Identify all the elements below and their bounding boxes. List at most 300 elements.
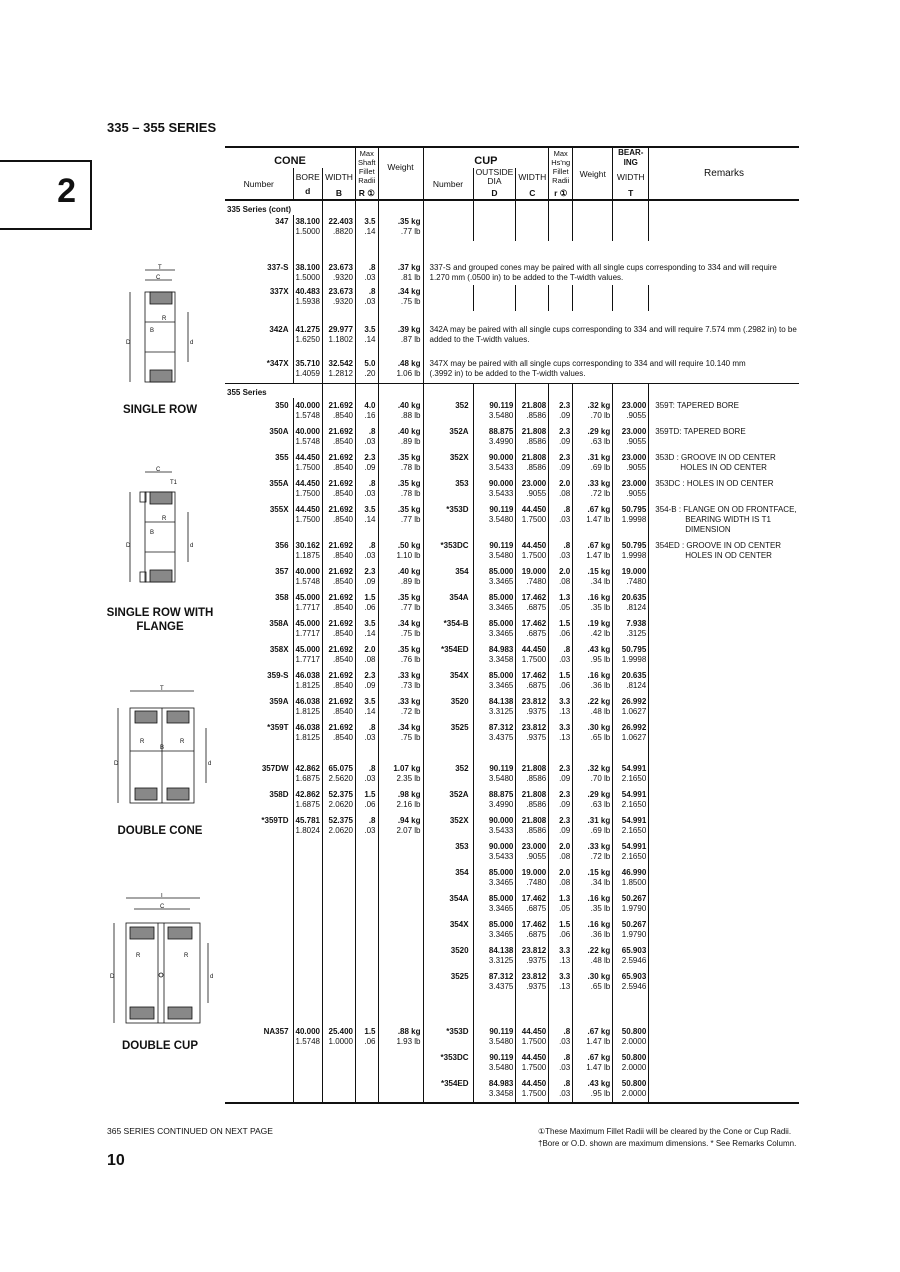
table-row — [225, 1076, 799, 1103]
table-row — [225, 285, 799, 311]
outside-dia-value — [473, 285, 516, 311]
series-label-row — [225, 200, 799, 215]
outside-dia-value: 88.875 3.4990 — [473, 787, 516, 813]
cone-width-value — [323, 839, 356, 865]
housing-radius-value: 2.0 .08 — [549, 564, 573, 590]
cup-weight-value: .33 kg .72 lb — [573, 476, 613, 502]
cup-number: 352 — [423, 398, 473, 424]
shaft-radius-value: 3.5 .14 — [356, 694, 379, 720]
cone-width-value — [323, 865, 356, 891]
cone-number: 355 — [225, 450, 293, 476]
cone-number: 357DW — [225, 746, 293, 787]
table-row — [225, 215, 799, 241]
remark — [649, 694, 799, 720]
cone-width-value: 29.977 1.1802 — [323, 311, 356, 357]
cup-width-value: 21.808 .8586 — [516, 450, 549, 476]
housing-radius-value: 2.3 .09 — [549, 398, 573, 424]
cone-weight-value: .40 kg .89 lb — [378, 564, 423, 590]
housing-radius-value: .8 .03 — [549, 995, 573, 1050]
housing-radius-value: .8 .03 — [549, 642, 573, 668]
bearing-width-value: 54.991 2.1650 — [613, 746, 649, 787]
bearing-width-value: 26.992 1.0627 — [613, 720, 649, 746]
remark — [649, 969, 799, 995]
cup-weight-value — [573, 285, 613, 311]
bearing-width-value: 50.267 1.9790 — [613, 891, 649, 917]
bore-value — [293, 917, 322, 943]
cup-number: 3525 — [423, 720, 473, 746]
cup-width-value — [516, 215, 549, 241]
section-tab — [0, 160, 92, 230]
shaft-radius-value: .8 .03 — [356, 720, 379, 746]
bearing-width-value: 50.795 1.9998 — [613, 538, 649, 564]
cup-number: 352X — [423, 813, 473, 839]
cone-weight-value — [378, 1050, 423, 1076]
svg-text:d: d — [190, 340, 194, 346]
bearing-width-value: 50.795 1.9998 — [613, 642, 649, 668]
cone-width-value: 23.673 .9320 — [323, 285, 356, 311]
cup-number: *353DC — [423, 1050, 473, 1076]
bore-value — [293, 1050, 322, 1076]
remark — [649, 285, 799, 311]
cone-width-value — [323, 969, 356, 995]
housing-radius-value: 1.3 .05 — [549, 891, 573, 917]
cup-width-value — [516, 285, 549, 311]
cone-weight-value — [378, 891, 423, 917]
cup-weight-value: .67 kg 1.47 lb — [573, 538, 613, 564]
bearing-width-value — [613, 285, 649, 311]
svg-text:C: C — [156, 275, 161, 281]
cone-weight-value — [378, 1076, 423, 1103]
remark: 359T: TAPERED BORE — [655, 400, 739, 410]
housing-radius-value: 2.0 .08 — [549, 839, 573, 865]
remark — [649, 668, 799, 694]
cup-number-header: Number — [423, 168, 473, 200]
cone-number-header: Number — [225, 168, 293, 200]
housing-radius-value: 2.0 .08 — [549, 476, 573, 502]
spacer — [613, 384, 649, 398]
bearing-width-value: 50.800 2.0000 — [613, 1050, 649, 1076]
shaft-radius-value: 3.5 .14 — [356, 311, 379, 357]
cone-number: 358X — [225, 642, 293, 668]
table-row — [225, 746, 799, 787]
single-row-diagram — [120, 262, 200, 397]
svg-text:R: R — [180, 739, 185, 745]
housing-radius-value: .8 .03 — [549, 502, 573, 538]
shaft-radius-value — [356, 839, 379, 865]
shaft-radius-value: 2.3 .09 — [356, 668, 379, 694]
C-header: C — [516, 186, 549, 200]
svg-text:T: T — [160, 893, 164, 899]
remark — [649, 891, 799, 917]
housing-radius-value: 2.3 .09 — [549, 450, 573, 476]
table-row — [225, 538, 799, 564]
table-row — [225, 311, 799, 357]
bearing-width-value: 46.990 1.8500 — [613, 865, 649, 891]
cone-width-value: 21.692 .8540 — [323, 538, 356, 564]
cup-number: *353D — [423, 502, 473, 538]
remark — [649, 995, 799, 1050]
cone-weight-value: .35 kg .76 lb — [378, 642, 423, 668]
svg-text:R: R — [162, 516, 167, 522]
remark: 354-B : FLANGE ON OD FRONTFACE, BEARING WIDTH IS T1 DIMENSION — [655, 504, 797, 534]
cup-width-value: 19.000 .7480 — [516, 865, 549, 891]
remark — [649, 564, 799, 590]
double-cone-diagram — [110, 683, 215, 818]
bearing-width-value: 54.991 2.1650 — [613, 839, 649, 865]
bore-value: 40.000 1.5748 — [293, 398, 322, 424]
cup-width-value: 44.450 1.7500 — [516, 642, 549, 668]
cone-weight-value: .37 kg .81 lb — [378, 241, 423, 285]
shaft-radius-value: .8 .03 — [356, 746, 379, 787]
bearing-width-value: 65.903 2.5946 — [613, 943, 649, 969]
double-cup-diagram — [108, 893, 218, 1033]
bearing-width-value: 23.000 .9055 — [613, 424, 649, 450]
table-row — [225, 241, 799, 285]
cone-weight-value: .40 kg .88 lb — [378, 398, 423, 424]
cone-width-value: 21.692 .8540 — [323, 502, 356, 538]
svg-text:T: T — [160, 686, 164, 692]
spacer — [423, 384, 473, 398]
cone-number: 355X — [225, 502, 293, 538]
shaft-radius-value: .8 .03 — [356, 424, 379, 450]
bearing-width-value: 50.800 2.0000 — [613, 995, 649, 1050]
bore-value: 44.450 1.7500 — [293, 502, 322, 538]
cup-number: *354-B — [423, 616, 473, 642]
bore-value: 35.710 1.4059 — [293, 357, 322, 384]
cup-weight-value: .16 kg .36 lb — [573, 668, 613, 694]
cone-width-value — [323, 1050, 356, 1076]
cup-width-value: 21.808 .8586 — [516, 746, 549, 787]
remark: 354ED : GROOVE IN OD CENTER HOLES IN OD CENTER — [655, 540, 782, 560]
table-row — [225, 891, 799, 917]
remark — [649, 865, 799, 891]
bearing-width-value: 23.000 .9055 — [613, 398, 649, 424]
remark: 353DC : HOLES IN OD CENTER — [655, 478, 774, 488]
outside-dia-value: 90.000 3.5433 — [473, 813, 516, 839]
remark — [649, 943, 799, 969]
bore-value — [293, 1076, 322, 1103]
spacer — [516, 200, 549, 215]
figure-label-double-cup: DOUBLE CUP — [121, 1040, 199, 1052]
cone-number: *359TD — [225, 813, 293, 839]
cone-weight-value — [378, 865, 423, 891]
outside-dia-value: 85.000 3.3465 — [473, 917, 516, 943]
spacer — [573, 200, 613, 215]
cup-number: 353 — [423, 476, 473, 502]
bore-value — [293, 943, 322, 969]
bearing-width-value: 23.000 .9055 — [613, 476, 649, 502]
cup-width-value: 23.812 .9375 — [516, 720, 549, 746]
housing-radius-value: 2.3 .09 — [549, 746, 573, 787]
cone-number: 356 — [225, 538, 293, 564]
cup-header: CUP — [423, 147, 549, 168]
cone-weight-value: .35 kg .77 lb — [378, 215, 423, 241]
cone-width-value: 21.692 .8540 — [323, 720, 356, 746]
spacer — [323, 200, 356, 215]
bore-value — [293, 969, 322, 995]
cone-pairing-note: 347X may be paired with all single cups corresponding to 334 and will require 10.140 mm (.3992 in) to be added to the T-width values. — [429, 359, 746, 378]
housing-radius-value: 1.5 .06 — [549, 917, 573, 943]
cone-number: 337X — [225, 285, 293, 311]
cone-weight-value: .48 kg 1.06 lb — [378, 357, 423, 384]
shaft-radius-value — [356, 1050, 379, 1076]
svg-text:R: R — [162, 316, 167, 322]
cup-width-value: 21.808 .8586 — [516, 787, 549, 813]
cup-width-value: 23.812 .9375 — [516, 969, 549, 995]
cup-weight-value: .29 kg .63 lb — [573, 787, 613, 813]
table-row — [225, 357, 799, 384]
cup-width-value: 21.808 .8586 — [516, 813, 549, 839]
cone-number: 359-S — [225, 668, 293, 694]
cone-weight-value: .35 kg .77 lb — [378, 502, 423, 538]
cup-width-value: 23.812 .9375 — [516, 943, 549, 969]
cone-width-value — [323, 943, 356, 969]
shaft-radius-value: .8 .03 — [356, 813, 379, 839]
table-row — [225, 1050, 799, 1076]
B-header: B — [323, 186, 356, 200]
series-355-label: 355 Series — [227, 387, 267, 397]
bearing-width-value: 65.903 2.5946 — [613, 969, 649, 995]
cone-weight-value: .34 kg .75 lb — [378, 285, 423, 311]
cup-width-value: 23.812 .9375 — [516, 694, 549, 720]
outside-dia-value: 90.119 3.5480 — [473, 538, 516, 564]
bearing-width-value: 20.635 .8124 — [613, 590, 649, 616]
cup-number — [423, 215, 473, 241]
remark — [649, 917, 799, 943]
cup-number: 353 — [423, 839, 473, 865]
cup-weight-value: .67 kg 1.47 lb — [573, 1050, 613, 1076]
cup-weight-value: .67 kg 1.47 lb — [573, 502, 613, 538]
cone-number: 337-S — [225, 241, 293, 285]
cone-weight-value: .34 kg .75 lb — [378, 720, 423, 746]
cone-number: 359A — [225, 694, 293, 720]
cup-number — [423, 285, 473, 311]
shaft-radius-value: 3.5 .14 — [356, 502, 379, 538]
footnote-radii: ①These Maximum Fillet Radii will be cleared by the Cone or Cup Radii. — [538, 1127, 792, 1136]
cup-width-header: WIDTH — [516, 168, 549, 186]
shaft-radius-value: 1.5 .06 — [356, 590, 379, 616]
cone-header: CONE — [225, 147, 356, 168]
footnotes — [538, 1126, 796, 1150]
cup-weight-value: .43 kg .95 lb — [573, 1076, 613, 1103]
remark: 353D : GROOVE IN OD CENTER HOLES IN OD CENTER — [655, 452, 776, 472]
outside-dia-value: 84.983 3.3458 — [473, 1076, 516, 1103]
cup-number: 354 — [423, 564, 473, 590]
cone-width-value — [323, 891, 356, 917]
outside-dia-value: 87.312 3.4375 — [473, 720, 516, 746]
cup-width-value: 44.450 1.7500 — [516, 502, 549, 538]
cup-number: 352A — [423, 787, 473, 813]
spacer — [649, 200, 799, 215]
shaft-radius-value: 3.5 .14 — [356, 215, 379, 241]
cone-weight-value — [378, 839, 423, 865]
housing-radius-value: 2.3 .09 — [549, 813, 573, 839]
remark — [649, 787, 799, 813]
shaft-radius-value — [356, 1076, 379, 1103]
cone-width-value: 52.375 2.0620 — [323, 787, 356, 813]
table-row — [225, 787, 799, 813]
remark — [649, 215, 799, 241]
cone-weight-value: .50 kg 1.10 lb — [378, 538, 423, 564]
table-row — [225, 969, 799, 995]
housing-radius-value: 3.3 .13 — [549, 969, 573, 995]
max-shaft-header: Max Shaft Fillet Radii — [356, 147, 379, 186]
bore-value: 45.781 1.8024 — [293, 813, 322, 839]
svg-text:D: D — [114, 761, 119, 767]
figure-label-double-cone: DOUBLE CONE — [117, 825, 203, 837]
cup-width-value: 23.000 .9055 — [516, 476, 549, 502]
cone-weight-value — [378, 943, 423, 969]
bearing-width-value: 50.267 1.9790 — [613, 917, 649, 943]
spacer — [356, 384, 379, 398]
cup-number: *353D — [423, 995, 473, 1050]
cup-weight-value — [573, 215, 613, 241]
cup-weight-value: .31 kg .69 lb — [573, 813, 613, 839]
cup-width-value: 19.000 .7480 — [516, 564, 549, 590]
housing-radius-value: .8 .03 — [549, 538, 573, 564]
bearing-width-value: 50.795 1.9998 — [613, 502, 649, 538]
r-header: r ① — [549, 186, 573, 200]
d-header: d — [293, 186, 322, 200]
cup-width-value: 17.462 .6875 — [516, 590, 549, 616]
table-row — [225, 450, 799, 476]
table-row — [225, 564, 799, 590]
bearing-width-header: WIDTH — [613, 168, 649, 186]
bore-value: 46.038 1.8125 — [293, 694, 322, 720]
cone-width-value: 21.692 .8540 — [323, 424, 356, 450]
cone-number: *347X — [225, 357, 293, 384]
outside-dia-value: 90.119 3.5480 — [473, 502, 516, 538]
bore-value: 30.162 1.1875 — [293, 538, 322, 564]
outside-dia-value: 90.000 3.5433 — [473, 450, 516, 476]
spacer — [293, 200, 322, 215]
table-row — [225, 616, 799, 642]
remark: 359TD: TAPERED BORE — [655, 426, 746, 436]
shaft-radius-value: 1.5 .06 — [356, 787, 379, 813]
bore-value: 38.100 1.5000 — [293, 215, 322, 241]
cone-weight-value: .35 kg .78 lb — [378, 476, 423, 502]
bore-value: 42.862 1.6875 — [293, 746, 322, 787]
table-row — [225, 694, 799, 720]
cone-number — [225, 969, 293, 995]
bore-value: 46.038 1.8125 — [293, 668, 322, 694]
cone-weight-value: .34 kg .75 lb — [378, 616, 423, 642]
spacer — [649, 384, 799, 398]
cup-weight-value: .43 kg .95 lb — [573, 642, 613, 668]
cone-number: 350A — [225, 424, 293, 450]
cone-width-value — [323, 1076, 356, 1103]
housing-radius-value: 1.5 .06 — [549, 616, 573, 642]
cone-weight-spacer — [378, 186, 423, 200]
table-row — [225, 839, 799, 865]
bearing-width-value — [613, 215, 649, 241]
cone-width-value — [323, 917, 356, 943]
housing-radius-value: 3.3 .13 — [549, 720, 573, 746]
cup-width-value: 44.450 1.7500 — [516, 1076, 549, 1103]
cone-pairing-note: 342A may be paired with all single cups corresponding to 334 and will require 7.574 mm (.2982 in) to be added to the T-width values. — [429, 325, 797, 344]
shaft-radius-value — [356, 891, 379, 917]
cup-weight-value: .22 kg .48 lb — [573, 694, 613, 720]
cup-width-value: 17.462 .6875 — [516, 616, 549, 642]
svg-text:D: D — [126, 340, 131, 346]
spacer — [356, 200, 379, 215]
bore-value: 45.000 1.7717 — [293, 590, 322, 616]
shaft-radius-value: 4.0 .16 — [356, 398, 379, 424]
spacer — [613, 200, 649, 215]
T-header: T — [613, 186, 649, 200]
svg-text:B: B — [160, 745, 165, 751]
remarks-header: Remarks — [704, 167, 745, 179]
housing-radius-value: 1.3 .05 — [549, 590, 573, 616]
cup-number: 352X — [423, 450, 473, 476]
cup-number: 354X — [423, 917, 473, 943]
cone-weight-value: .98 kg 2.16 lb — [378, 787, 423, 813]
housing-radius-value: .8 .03 — [549, 1076, 573, 1103]
table-row — [225, 865, 799, 891]
bore-header: BORE — [293, 168, 322, 186]
cone-weight-value: 1.07 kg 2.35 lb — [378, 746, 423, 787]
cone-width-value: 21.692 .8540 — [323, 590, 356, 616]
remark — [649, 642, 799, 668]
cone-number: 357 — [225, 564, 293, 590]
outside-dia-value: 88.875 3.4990 — [473, 424, 516, 450]
cone-number: 350 — [225, 398, 293, 424]
cup-weight-value: .22 kg .48 lb — [573, 943, 613, 969]
spacer — [293, 384, 322, 398]
outside-dia-value: 90.000 3.5433 — [473, 476, 516, 502]
cup-weight-value: .15 kg .34 lb — [573, 564, 613, 590]
outside-dia-value: 85.000 3.3465 — [473, 564, 516, 590]
svg-text:T1: T1 — [170, 480, 178, 486]
outside-dia-value: 90.119 3.5480 — [473, 746, 516, 787]
bearing-width-value: 20.635 .8124 — [613, 668, 649, 694]
cup-weight-value: .16 kg .35 lb — [573, 891, 613, 917]
table-row — [225, 668, 799, 694]
spacer — [323, 384, 356, 398]
cup-width-value: 44.450 1.7500 — [516, 538, 549, 564]
shaft-radius-value: 2.0 .08 — [356, 642, 379, 668]
spacer — [516, 384, 549, 398]
cup-weight-value: .31 kg .69 lb — [573, 450, 613, 476]
outside-dia-header: OUTSIDE DIA — [473, 168, 516, 186]
shaft-radius-value: .8 .03 — [356, 241, 379, 285]
cone-width-value: 21.692 .8540 — [323, 616, 356, 642]
bore-value: 40.000 1.5748 — [293, 564, 322, 590]
cup-width-value: 17.462 .6875 — [516, 668, 549, 694]
cone-number: 358 — [225, 590, 293, 616]
spacer — [549, 200, 573, 215]
cup-weight-value: .19 kg .42 lb — [573, 616, 613, 642]
svg-text:D: D — [126, 543, 131, 549]
cup-number: *354ED — [423, 642, 473, 668]
cone-number — [225, 917, 293, 943]
cup-width-value: 44.450 1.7500 — [516, 1050, 549, 1076]
outside-dia-value: 85.000 3.3465 — [473, 590, 516, 616]
cone-width-value: 23.673 .9320 — [323, 241, 356, 285]
cone-number — [225, 943, 293, 969]
bore-value: 44.450 1.7500 — [293, 476, 322, 502]
footnote-bore: †Bore or O.D. shown are maximum dimensions. * See Remarks Column. — [538, 1139, 797, 1148]
bearing-width-value: 26.992 1.0627 — [613, 694, 649, 720]
bore-value: 45.000 1.7717 — [293, 642, 322, 668]
outside-dia-value: 84.138 3.3125 — [473, 694, 516, 720]
cup-number: 354A — [423, 590, 473, 616]
cone-width-value: 52.375 2.0620 — [323, 813, 356, 839]
cone-weight-value: .35 kg .78 lb — [378, 450, 423, 476]
remark — [649, 616, 799, 642]
cup-weight-value: .16 kg .35 lb — [573, 590, 613, 616]
housing-radius-value: 1.5 .06 — [549, 668, 573, 694]
